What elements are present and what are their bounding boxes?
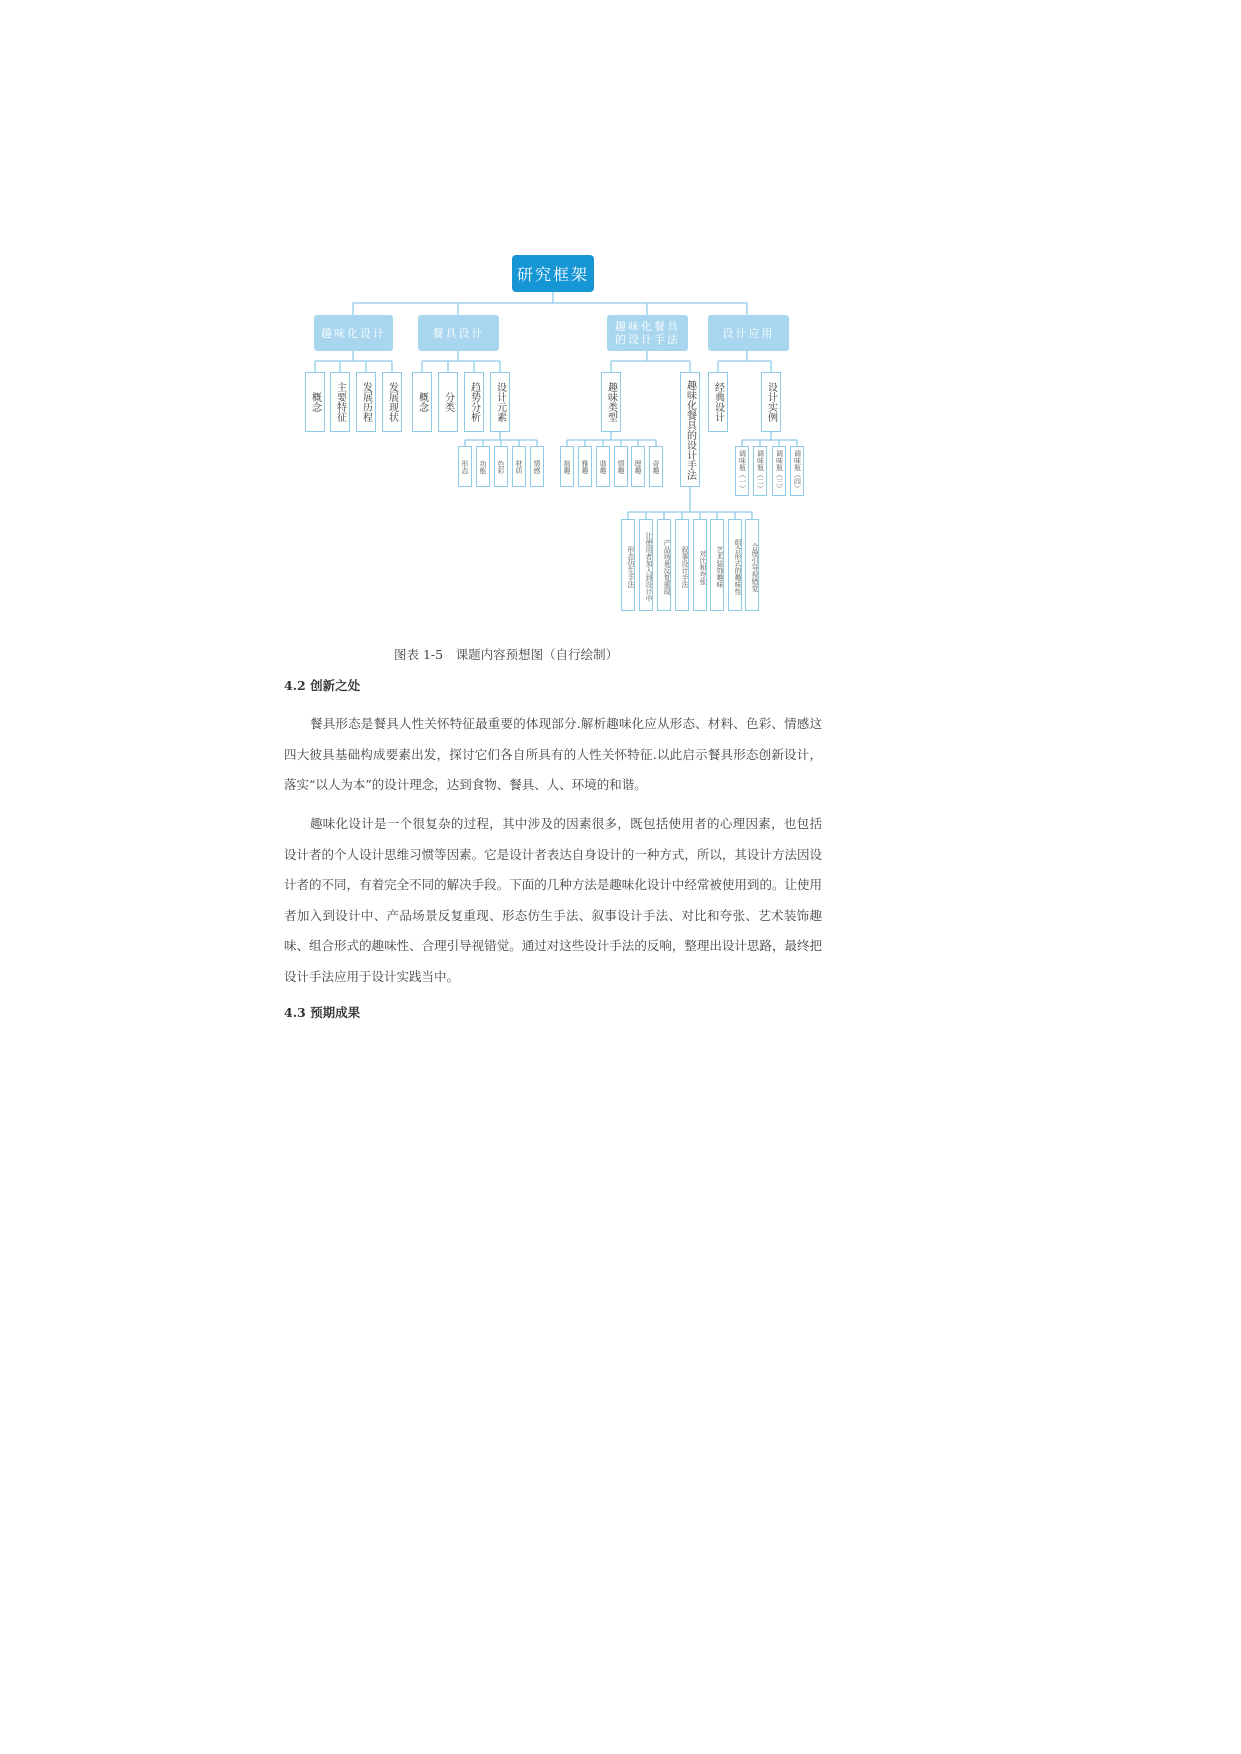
branch-tableware-design: 餐具设计 — [418, 315, 499, 351]
element-emotion: 情感 — [530, 446, 544, 487]
tableware-concept: 概念 — [412, 372, 432, 432]
method-2: 让使用者加入到设计中 — [639, 519, 653, 611]
classic-design: 经典设计 — [708, 372, 728, 432]
diagram-root: 研究框架 — [512, 255, 594, 292]
paragraph-innovation-1: 餐具形态是餐具人性关怀特征最重要的体现部分.解析趣味化应从形态、材料、色彩、情感这四大彼具基础构成要素出发，探讨它们各自所具有的人性关怀特征.以此启示餐具形态创新设计，落实“以人为本”的设计理念，达到食物、餐具、人、环境的和谐。 — [284, 716, 822, 792]
example-1: 调味瓶（一） — [735, 446, 749, 496]
section-heading-innovation: 4.2 创新之处 — [284, 678, 361, 693]
example-3: 调味瓶（三） — [772, 446, 786, 496]
method-4: 叙事设计手法 — [675, 519, 689, 611]
fun-type-5: 理趣 — [631, 446, 645, 487]
element-form: 形态 — [458, 446, 472, 487]
method-3: 产品场景反复重现 — [657, 519, 671, 611]
example-4: 调味瓶（四） — [790, 446, 804, 496]
branch-design-methods: 趣味化餐具的设计手法 — [607, 315, 688, 351]
method-5: 对比和夸张 — [693, 519, 707, 611]
tableware-classification: 分类 — [438, 372, 458, 432]
branch-design-application: 设计应用 — [708, 315, 789, 351]
method-6: 艺术装饰趣味 — [710, 519, 724, 611]
element-color: 色彩 — [494, 446, 508, 487]
paragraph-innovation-2: 趣味化设计是一个很复杂的过程，其中涉及的因素很多，既包括使用者的心理因素，也包括设计者的个人设计思维习惯等因素。它是设计者表达自身设计的一种方式，所以，其设计方法因设计者的不同，有着完全不同的解决手段。下面的几种方法是趣味化设计中经常被使用到的。让使用者加入到设计中、产品场景反复重现、形态仿生手法、叙事设计手法、对比和夸张、艺术装饰趣味、组合形式的趣味性、合理引导视错觉。通过对这些设计手法的反响，整理出设计思路，最终把设计手法应用于设计实践当中。 — [284, 816, 822, 984]
tableware-trend: 趋势分析 — [464, 372, 484, 432]
fun-type-1: 拙趣 — [560, 446, 574, 487]
fun-design-status: 发展现状 — [382, 372, 402, 432]
element-function: 功能 — [476, 446, 490, 487]
fun-design-history: 发展历程 — [356, 372, 376, 432]
method-8: 合理引导视错觉 — [745, 519, 759, 611]
fun-types: 趣味类型 — [601, 372, 621, 432]
fun-type-3: 谐趣 — [596, 446, 610, 487]
element-material: 材质 — [512, 446, 526, 487]
fun-design-concept: 概念 — [305, 372, 325, 432]
fun-type-4: 情趣 — [614, 446, 628, 487]
method-7: 组合形式的趣味性 — [728, 519, 742, 611]
design-example: 设计实例 — [761, 372, 781, 432]
fun-design-features: 主要特征 — [330, 372, 350, 432]
branch-fun-design: 趣味化设计 — [314, 315, 393, 351]
fun-type-6: 奇趣 — [649, 446, 663, 487]
fun-type-2: 雅趣 — [578, 446, 592, 487]
diagram-connectors — [0, 0, 1104, 640]
tableware-design-elements: 设计元素 — [490, 372, 510, 432]
method-1: 形态仿生手法 — [621, 519, 635, 611]
section-heading-results: 4.3 预期成果 — [284, 1005, 361, 1020]
design-methods-node: 趣味化餐具的设计手法 — [680, 372, 700, 487]
example-2: 调味瓶（二） — [753, 446, 767, 496]
figure-caption: 图表 1-5 课题内容预想图（自行绘制） — [394, 647, 619, 662]
